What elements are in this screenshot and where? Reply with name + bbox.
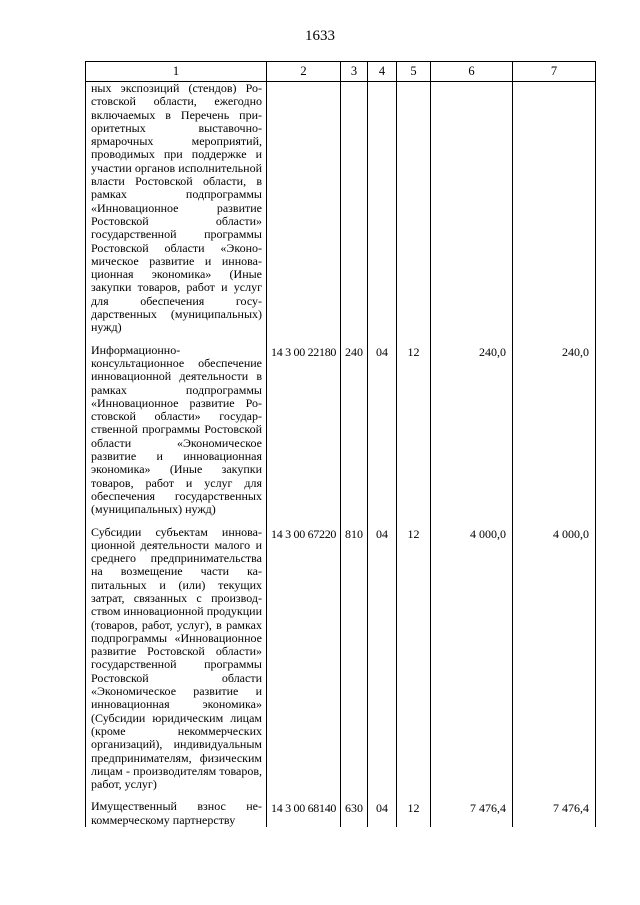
row-col4: 04	[368, 526, 397, 792]
row-col7: 7 476,4	[513, 800, 596, 827]
row-col4	[368, 82, 397, 335]
header-cell-1: 1	[86, 62, 267, 82]
row-code: 14 3 00 68140	[267, 800, 341, 827]
row-code: 14 3 00 22180	[267, 344, 341, 517]
page-number: 1633	[305, 28, 335, 44]
row-col3: 810	[341, 526, 368, 792]
row-col5: 12	[397, 344, 431, 517]
header-cell-5: 5	[397, 62, 431, 82]
row-description: Информационно-консультационное обеспечение инновационной деятельности в рамках подпрограммы «Инновационное развитие Ростовской области» государственной программы Ростовской области «Экономическое развитие и инновационная экономика» (Иные закупки товаров, работ и услуг для обеспечения государственных (муниципальных) нужд)	[86, 344, 267, 517]
header-cell-4: 4	[368, 62, 397, 82]
table-row	[86, 800, 596, 827]
row-col6: 7 476,4	[431, 800, 513, 827]
table-row	[86, 344, 596, 517]
row-col7	[513, 82, 596, 335]
header-cell-7: 7	[513, 62, 596, 82]
budget-table	[85, 61, 596, 827]
header-cell-6: 6	[431, 62, 513, 82]
row-col4: 04	[368, 344, 397, 517]
row-description: Субсидии субъектам инновационной деятельности малого и среднего предпринимательства на возмещение части капитальных и (или) текущих затрат, связанных с производством инновационной продукции (товаров, работ, услуг), в рамках подпрограммы «Инновационное развитие Ростовской области» государственной программы Ростовской области «Экономическое развитие и инновационная экономика» (Субсидии юридическим лицам (кроме некоммерческих организаций), индивидуальным предпринимателям, физическим лицам - производителям товаров, работ, услуг)	[86, 526, 267, 792]
row-col5: 12	[397, 526, 431, 792]
row-col7: 4 000,0	[513, 526, 596, 792]
row-description: ных экспозиций (стендов) Ростовской области, ежегодно включаемых в Перечень приоритетных выставочно-ярмарочных мероприятий, проводимых при поддержке и участии органов исполнительной власти Ростовской области, в рамках подпрограммы «Инновационное развитие Ростовской области» государственной программы Ростовской области «Экономическое развитие и инновационная экономика» (Иные закупки товаров, работ и услуг для обеспечения государственных (муниципальных) нужд)	[86, 82, 267, 335]
row-code	[267, 82, 341, 335]
table-row	[86, 526, 596, 792]
row-col7: 240,0	[513, 344, 596, 517]
row-col5	[397, 82, 431, 335]
row-code: 14 3 00 67220	[267, 526, 341, 792]
budget-table-container	[85, 61, 595, 827]
row-col4: 04	[368, 800, 397, 827]
row-description: Имущественный взнос некоммерческому партнерству	[86, 800, 267, 827]
row-col6: 240,0	[431, 344, 513, 517]
row-col3: 240	[341, 344, 368, 517]
header-row	[86, 62, 596, 82]
row-col6	[431, 82, 513, 335]
row-col3	[341, 82, 368, 335]
row-col5: 12	[397, 800, 431, 827]
row-col3: 630	[341, 800, 368, 827]
header-cell-2: 2	[267, 62, 341, 82]
table-row	[86, 82, 596, 335]
header-cell-3: 3	[341, 62, 368, 82]
row-col6: 4 000,0	[431, 526, 513, 792]
